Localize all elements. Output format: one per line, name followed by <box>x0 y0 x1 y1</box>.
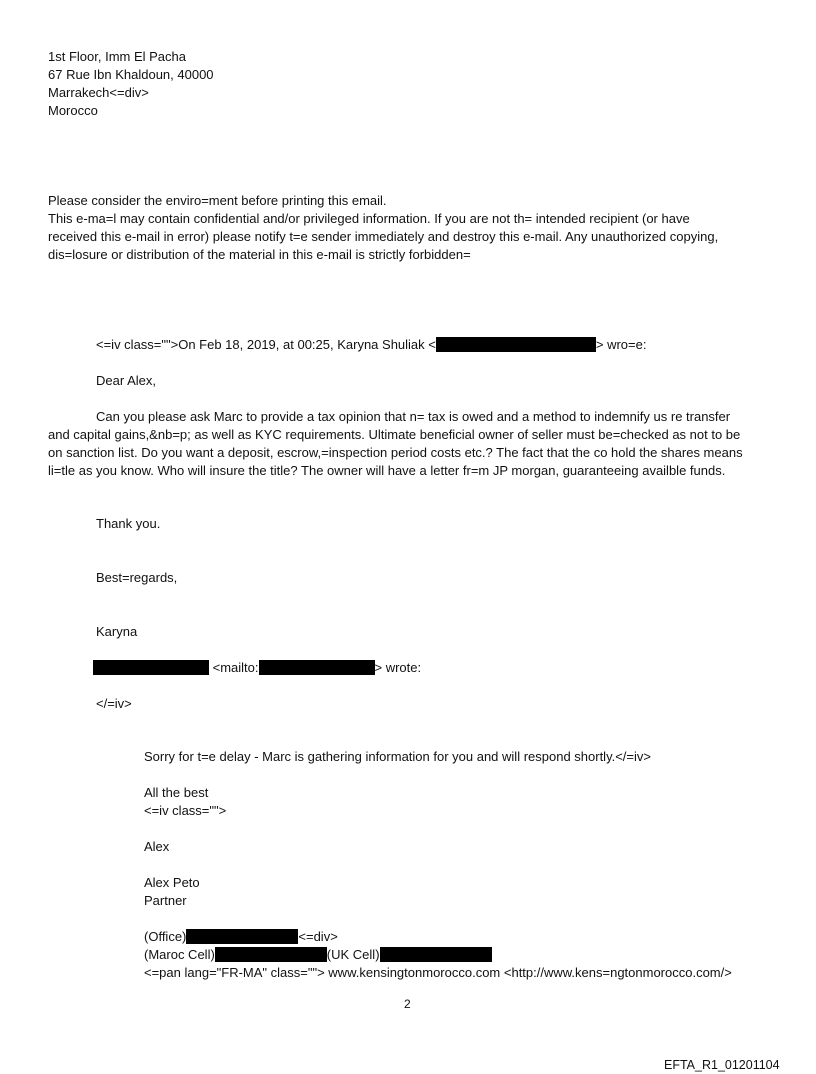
disclaimer-line-1: Please consider the enviro=ment before printing this email. <box>48 193 387 208</box>
redacted-office-phone <box>186 929 298 944</box>
quoted-header <box>96 336 646 354</box>
thanks-line: Thank you. <box>96 516 161 531</box>
wrote-line <box>93 659 421 677</box>
div-class-line: <=iv class=""> <box>144 803 227 818</box>
redacted-uk-phone <box>380 947 492 962</box>
address-line-4: Morocco <box>48 103 98 118</box>
disclaimer-line-4: dis=losure or distribution of the material in this e-mail is strictly forbidden= <box>48 247 471 262</box>
disclaimer-line-2: This e-ma=l may contain confidential and/or privileged information. If you are not th= intended recipient (or have <box>48 211 690 226</box>
uk-cell-label: (UK Cell) <box>326 947 380 962</box>
wrote-suffix: > wrote: <box>374 660 422 675</box>
redacted-sender-name <box>93 660 209 675</box>
document-id: EFTA_R1_01201104 <box>664 1058 780 1072</box>
office-line <box>144 928 338 946</box>
body-line-4: li=tle as you know. Who will insure the title? The owner will have a letter fr=m JP morgan, guaranteeing availble funds. <box>48 463 726 478</box>
maroc-cell-label: (Maroc Cell) <box>144 947 215 962</box>
signature-line: Karyna <box>96 624 138 639</box>
office-label: (Office) <box>144 929 187 944</box>
quoted-header-suffix: > wro=e: <box>595 337 647 352</box>
address-line-1: 1st Floor, Imm El Pacha <box>48 49 186 64</box>
redacted-email <box>436 337 596 352</box>
close-div-line: </=iv> <box>96 696 132 711</box>
body-line-3: on sanction list. Do you want a deposit, escrow,=inspection period costs etc.? The fact that the co hold the shares means <box>48 445 743 460</box>
website-line: <=pan lang="FR-MA" class=""> www.kensingtonmorocco.com <http://www.kens=ngtonmorocco.com/> <box>144 965 732 980</box>
redacted-sender-email <box>259 660 375 675</box>
all-best-line: All the best <box>144 785 209 800</box>
address-line-3: Marrakech<=div> <box>48 85 149 100</box>
title-line: Partner <box>144 893 187 908</box>
mailto-prefix: <mailto: <box>212 660 259 675</box>
name-full: Alex Peto <box>144 875 200 890</box>
body-line-2: and capital gains,&nb=p; as well as KYC requirements. Ultimate beneficial owner of seller must be=checked as not to be <box>48 427 741 442</box>
office-suffix: <=div> <box>298 929 338 944</box>
address-line-2: 67 Rue Ibn Khaldoun, 40000 <box>48 67 214 82</box>
greeting: Dear Alex, <box>96 373 156 388</box>
name-short: Alex <box>144 839 170 854</box>
disclaimer-line-3: received this e-mail in error) please notify t=e sender immediately and destroy this e-mail. Any unauthorized copying, <box>48 229 719 244</box>
page-number: 2 <box>404 997 411 1011</box>
redacted-maroc-phone <box>215 947 327 962</box>
reply-line-1: Sorry for t=e delay - Marc is gathering information for you and will respond shortly.</=iv> <box>144 749 651 764</box>
quoted-header-prefix: <=iv class="">On Feb 18, 2019, at 00:25, Karyna Shuliak < <box>96 337 436 352</box>
body-line-1: Can you please ask Marc to provide a tax opinion that n= tax is owed and a method to indemnify us re transfer <box>96 409 731 424</box>
regards-line: Best=regards, <box>96 570 178 585</box>
cell-line <box>144 946 492 964</box>
